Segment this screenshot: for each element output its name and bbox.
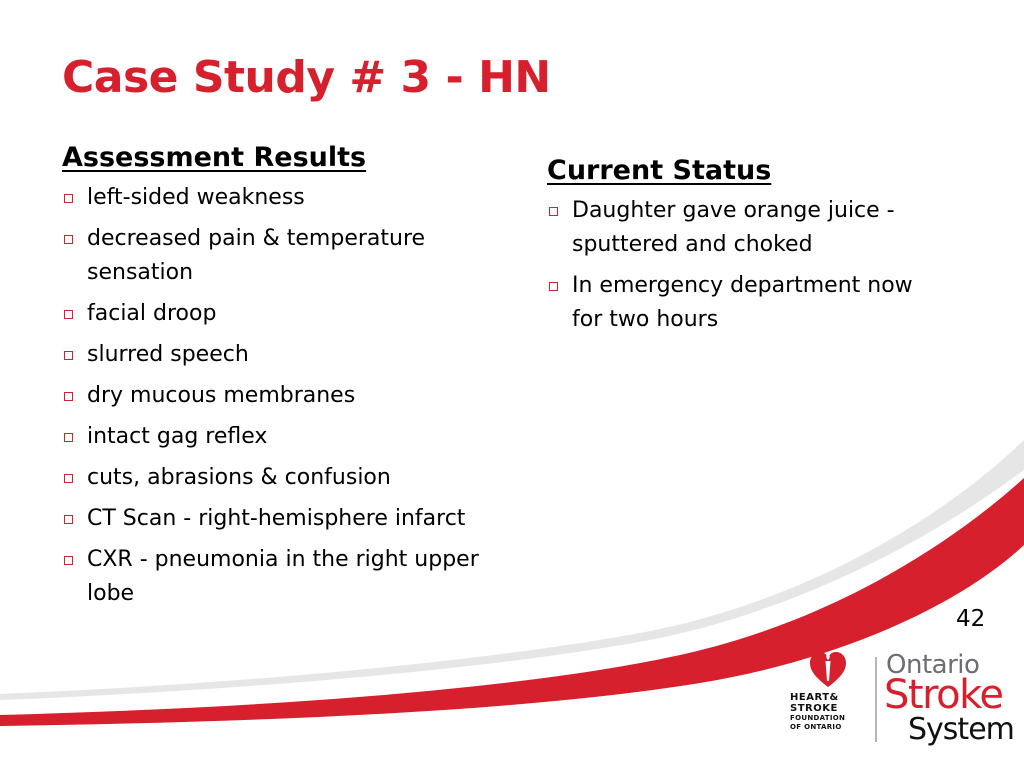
hollow-square-bullet-icon xyxy=(64,310,73,319)
list-item-text: dry mucous membranes xyxy=(87,383,356,408)
hollow-square-bullet-icon xyxy=(549,207,558,216)
list-item-text: Daughter gave orange juice - sputtered and choked xyxy=(572,198,895,257)
list-item xyxy=(62,543,482,611)
page-number: 42 xyxy=(956,606,986,632)
oss-logo-stroke: Stroke xyxy=(884,672,1003,718)
oss-logo-ontario: Ontario xyxy=(886,650,980,680)
list-item-text: slurred speech xyxy=(87,342,249,367)
current-status-heading: Current Status xyxy=(547,155,772,186)
list-item xyxy=(62,420,482,454)
hollow-square-bullet-icon xyxy=(64,235,73,244)
list-item-text: left-sided weakness xyxy=(87,185,305,210)
list-item-text: decreased pain & temperature sensation xyxy=(87,226,426,285)
hollow-square-bullet-icon xyxy=(64,556,73,565)
hollow-square-bullet-icon xyxy=(64,515,73,524)
list-item-text: CXR - pneumonia in the right upper lobe xyxy=(87,547,479,606)
list-item xyxy=(62,379,482,413)
list-item xyxy=(62,338,482,372)
oss-logo-system: System xyxy=(908,712,1014,747)
list-item-text: intact gag reflex xyxy=(87,424,268,449)
hollow-square-bullet-icon xyxy=(549,282,558,291)
hsf-line-stroke: STROKE xyxy=(790,703,838,714)
list-item xyxy=(62,502,482,536)
current-status-section xyxy=(547,155,947,344)
hsf-line-heart: HEART& xyxy=(790,692,839,703)
list-item xyxy=(547,269,947,337)
current-status-list xyxy=(547,194,947,337)
list-item-text: In emergency department now for two hours xyxy=(572,273,913,332)
hsf-line-ontario: OF ONTARIO xyxy=(790,723,842,731)
list-item-text: cuts, abrasions & confusion xyxy=(87,465,391,490)
hollow-square-bullet-icon xyxy=(64,194,73,203)
heart-torch-icon xyxy=(808,650,848,690)
list-item xyxy=(62,222,482,290)
assessment-results-heading: Assessment Results xyxy=(62,142,367,173)
list-item xyxy=(62,181,482,215)
list-item-text: facial droop xyxy=(87,301,217,326)
hollow-square-bullet-icon xyxy=(64,351,73,360)
hsf-logo-text xyxy=(790,692,860,732)
list-item xyxy=(62,461,482,495)
list-item xyxy=(547,194,947,262)
slide-title: Case Study # 3 - HN xyxy=(62,52,551,103)
logo-divider xyxy=(875,657,877,742)
hsf-line-foundation: FOUNDATION xyxy=(790,714,846,722)
assessment-results-list xyxy=(62,181,482,611)
list-item xyxy=(62,297,482,331)
heart-and-stroke-foundation-logo xyxy=(790,650,870,750)
hollow-square-bullet-icon xyxy=(64,433,73,442)
hollow-square-bullet-icon xyxy=(64,392,73,401)
hollow-square-bullet-icon xyxy=(64,474,73,483)
list-item-text: CT Scan - right-hemisphere infarct xyxy=(87,506,466,531)
assessment-results-section xyxy=(62,142,482,618)
